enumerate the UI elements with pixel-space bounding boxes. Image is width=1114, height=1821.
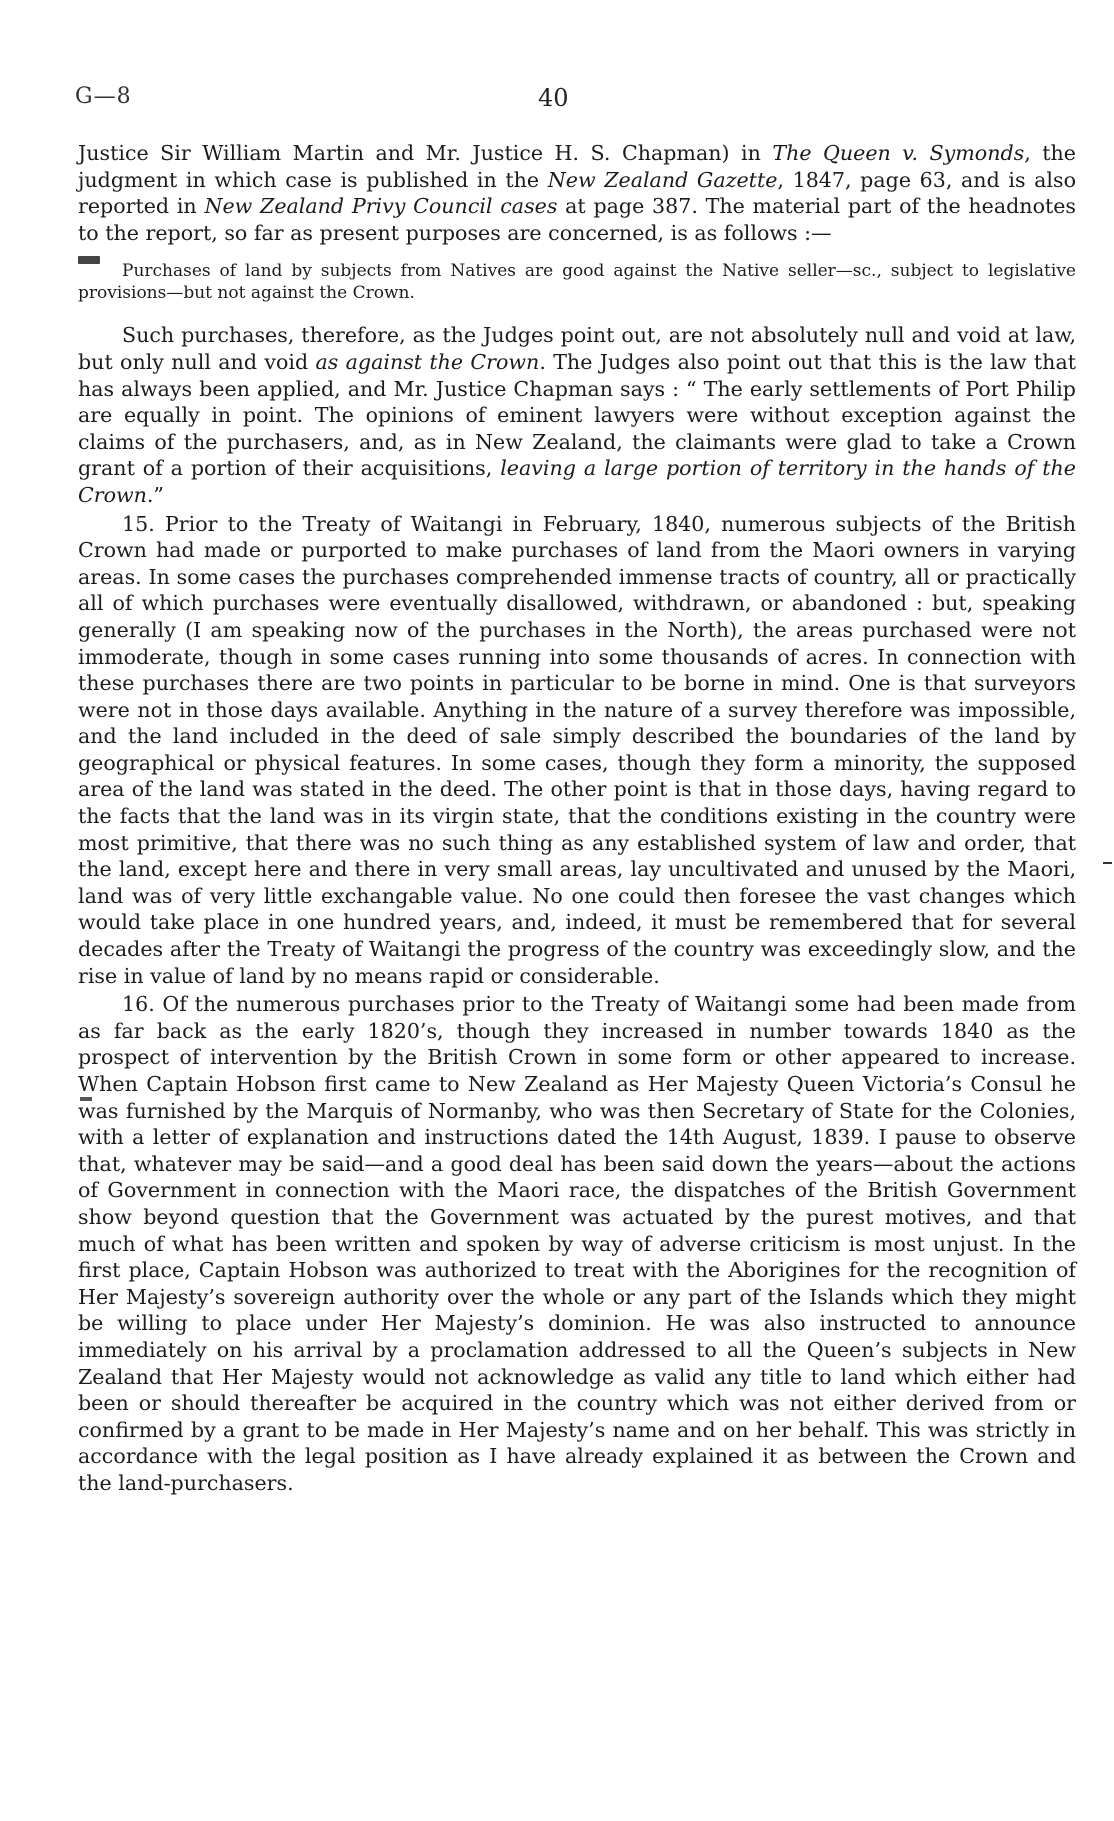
- headnote-quote: Purchases of land by subjects from Natives are good against the Native seller—sc., subject to legislative provisions—but not against the Crown.: [78, 261, 1076, 304]
- margin-mark: [1103, 862, 1112, 864]
- text-run: Justice Sir William Martin and Mr. Justice H. S. Chapman) in: [78, 141, 773, 165]
- emphasis: leaving a large portion of territory in the hands of the Crown: [78, 456, 1076, 507]
- text-run: Such purchases, therefore, as the Judges point out, are not absolutely null and void at law, but only null and void: [78, 323, 1076, 374]
- paragraph-16: 16. Of the numerous purchases prior to the Treaty of Waitangi some had been made from as far back as the early 1820’s, though they increased in number towards 1840 as the prospect of intervention by the British Crown in some form or other appeared to increase. When Captain Hobson first came to New Zealand as Her Majesty Queen Victoria’s Consul he was furnished by the Marquis of Normanby, who was then Secretary of State for the Colonies, with a letter of explanation and instructions dated the 14th August, 1839. I pause to observe that, whatever may be said—and a good deal has been said down the years—about the actions of Government in connection with the Maori race, the dispatches of the British Government show beyond question that the Government was actuated by the purest motives, and that much of what has been written and spoken by way of adverse criticism is most unjust. In the first place, Captain Hobson was authorized to treat with the Aborigines for the recognition of Her Majesty’s sovereign authority over the whole or any part of the Islands which they might be willing to place under Her Majesty’s dominion. He was also instructed to announce immediately on his arrival by a proclamation addressed to all the Queen’s subjects in New Zealand that Her Majesty would not acknowledge as valid any title to land which either had been or should thereafter be acquired in the country which was not either derived from or confirmed by a grant to be made in Her Majesty’s name and on her behalf. This was strictly in accordance with the legal position as I have already explained it as between the Crown and the land-purchasers.: [78, 992, 1076, 1495]
- page-number: 40: [538, 84, 569, 112]
- paragraph-continuation: [78, 140, 1076, 246]
- text-run: at page 387. The material part of the headnotes to the report, so far as present purposes are concerned, is as follows :—: [78, 194, 1076, 245]
- emphasis: as against the Crown: [315, 349, 540, 374]
- text-run: , the judgment in which case is published in the: [78, 141, 1076, 192]
- paragraph-15: 15. Prior to the Treaty of Waitangi in February, 1840, numerous subjects of the British Crown had made or purported to make purchases of land from the Maori owners in varying areas. In some cases the purchases comprehended immense tracts of country, all or practically all of which purchases were eventually disallowed, withdrawn, or abandoned : but, speaking generally (I am speaking now of the purchases in the North), the areas purchased were not immoderate, though in some cases running into some thousands of acres. In connection with these purchases there are two points in particular to be borne in mind. One is that surveyors were not in those days available. Anything in the nature of a survey therefore was impossible, and the land included in the deed of sale simply described the boundaries of the land by geographical or physical features. In some cases, though they form a minority, the supposed area of the land was stated in the deed. The other point is that in those days, having regard to the facts that the land was in its virgin state, that the conditions existing in the country were most primitive, that there was no such thing as any established system of law and order, that the land, except here and there in very small areas, lay uncultivated and unused by the Maori, land was of very little exchangable value. No one could then foresee the vast changes which would take place in one hundred years, and, indeed, it must be remembered that for several decades after the Treaty of Waitangi the progress of the country was exceedingly slow, and the rise in value of land by no means rapid or considerable.: [78, 511, 1076, 988]
- text-run: , 1847, page 63, and is also reported in: [78, 167, 1076, 219]
- publication-title: New Zealand Gazette: [547, 167, 778, 192]
- case-title: The Queen v. Symonds: [772, 141, 1025, 165]
- document-body: [78, 140, 1076, 1497]
- paragraph: [78, 322, 1076, 508]
- document-reference: G—8: [75, 84, 132, 109]
- text-run: . The Judges also point out that this is the law that has always been applied, and Mr. Justice Chapman says : “ The early settlements of Port Philip are equally in point. The opinions of eminent lawyers were without exception against the claims of the purchasers, and, as in New Zealand, the claimants were glad to take a Crown grant of a portion of their acquisitions,: [78, 349, 1076, 481]
- publication-title: New Zealand Privy Council cases: [204, 194, 558, 219]
- text-run: .”: [146, 482, 164, 507]
